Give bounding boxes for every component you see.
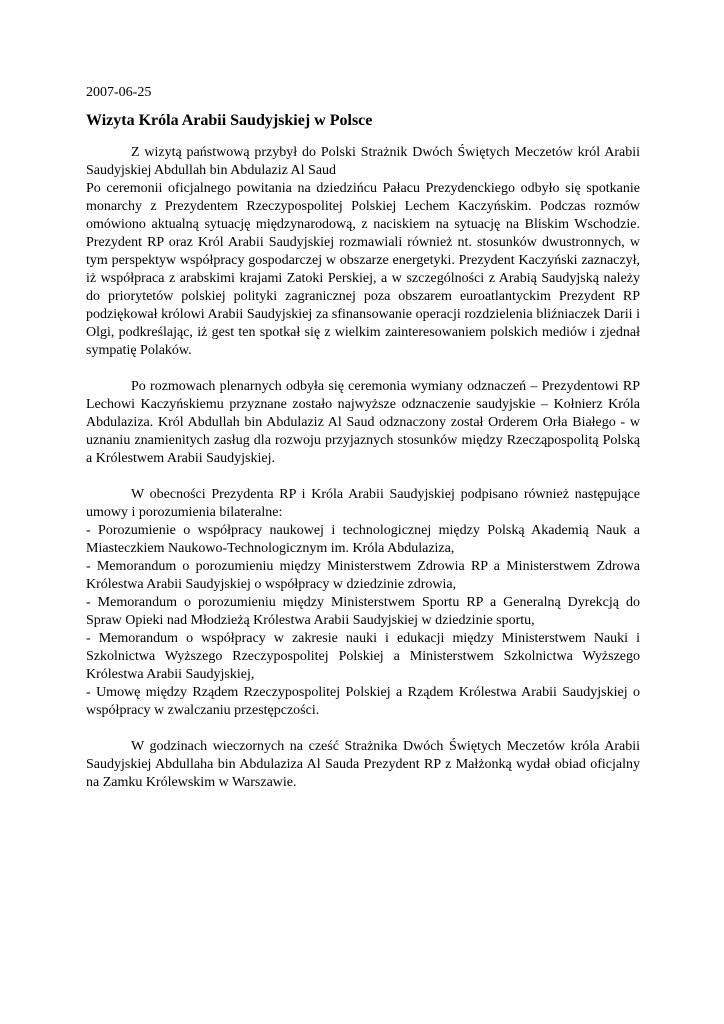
agreement-item: - Porozumienie o współpracy naukowej i technologicznej między Polską Akademią Nauk a Miasteczkiem Naukowo-Technologicznym im. Króla Abdulaziza, bbox=[86, 523, 640, 556]
awards-paragraph: Po rozmowach plenarnych odbyła się ceremonia wymiany odznaczeń – Prezydentowi RP Lechowi Kaczyńskiemu przyznane zostało najwyższe odznaczenie saudyjskie – Kołnierz Króla Abdulaziza. Król Abdullah bin Abdulaziz Al Saud odznaczony został Orderem Orła Białego - w uznaniu znamienitych zasług dla rozwoju przyjaznych stosunków między Rzecząpospolitą Polską a Królestwem Arabii Saudyjskiej. bbox=[86, 379, 640, 466]
dinner-paragraph: W godzinach wieczornych na cześć Strażnika Dwóch Świętych Meczetów króla Arabii Saudyjskiej Abdullaha bin Abdulaziza Al Sauda Prezydent RP z Małżonką wydał obiad oficjalny na Zamku Królewskim w Warszawie. bbox=[86, 739, 640, 790]
intro-second-line: Po ceremonii oficjalnego powitania na dziedzińcu Pałacu Prezydenckiego odbyło się spotkanie monarchy z Prezydentem Rzeczypospolitej Polskiej Lechem Kaczyńskim. Podczas rozmów omówiono aktualną sytuację międzynarodową, z naciskiem na sytuację na Bliskim Wschodzie. Prezydent RP oraz Król Arabii Saudyjskiej rozmawiali również nt. stosunków dwustronnych, w tym perspektyw współpracy gospodarczej w obszarze energetyki. Prezydent Kaczyński zaznaczył, iż współpraca z arabskimi krajami Zatoki Perskiej, a w szczególności z Arabią Saudyjską należy do priorytetów polskiej polityki zagranicznej poza obszarem euroatlantyckim Prezydent RP podziękował królowi Arabii Saudyjskiej za sfinansowanie operacji rozdzielenia bliźniaczek Darii i Olgi, podkreślając, iż gest ten spotkał się z wielkim zainteresowaniem polskich mediów i zjednał sympatię Polaków. bbox=[86, 181, 640, 358]
intro-first-line: Z wizytą państwową przybył do Polski Strażnik Dwóch Świętych Meczetów król Arabii Saudyjskiej Abdullah bin Abdulaziz Al Saud bbox=[86, 145, 640, 178]
document-page bbox=[86, 84, 640, 810]
document-title: Wizyta Króla Arabii Saudyjskiej w Polsce bbox=[86, 112, 373, 129]
agreement-item: - Memorandum o porozumieniu między Ministerstwem Zdrowia RP a Ministerstwem Zdrowa Królestwa Arabii Saudyjskiej o współpracy w dziedzinie zdrowia, bbox=[86, 559, 640, 592]
agreements-section bbox=[86, 486, 640, 720]
agreement-item: - Umowę między Rządem Rzeczypospolitej Polskiej a Rządem Królestwa Arabii Saudyjskiej o współpracy w zwalczaniu przestępczości. bbox=[86, 685, 640, 718]
agreements-intro: W obecności Prezydenta RP i Króla Arabii Saudyjskiej podpisano również następujące umowy i porozumienia bilateralne: bbox=[86, 487, 640, 520]
agreement-item: - Memorandum o porozumieniu między Ministerstwem Sportu RP a Generalną Dyrekcją do Spraw Opieki nad Młodzieżą Królestwa Arabii Saudyjskiej w dziedzinie sportu, bbox=[86, 595, 640, 628]
intro-paragraph bbox=[86, 144, 640, 360]
agreement-item: - Memorandum o współpracy w zakresie nauki i edukacji między Ministerstwem Nauki i Szkolnictwa Wyższego Rzeczypospolitej Polskiej a Ministerstwem Szkolnictwa Wyższego Królestwa Arabii Saudyjskiej, bbox=[86, 631, 640, 682]
document-date: 2007-06-25 bbox=[86, 85, 152, 100]
agreements-list bbox=[86, 522, 640, 720]
